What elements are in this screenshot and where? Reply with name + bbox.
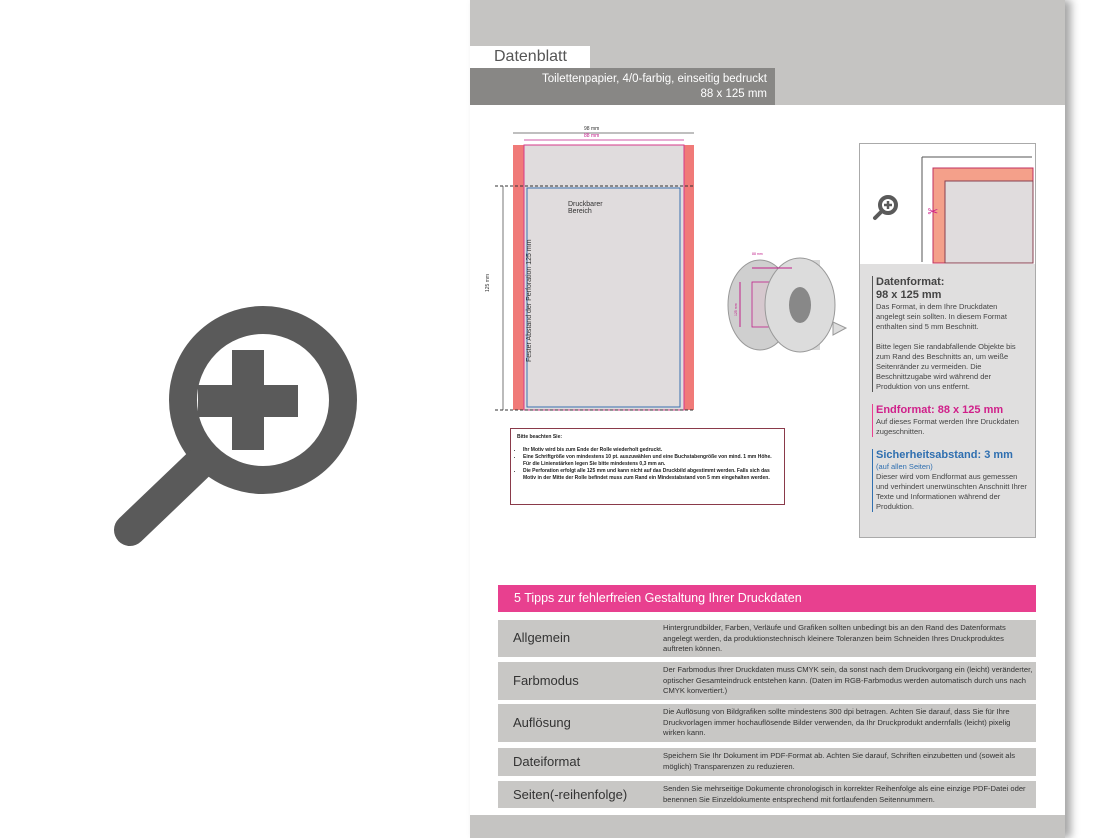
- notice-item: • Eine Schriftgröße von mindestens 10 pt. auszuwählen und eine Buchstabengröße von mind. 1 mm Höhe. Für die Linienstärken legen Sie bitte mindestens 0,3 mm an.: [523, 454, 778, 468]
- roll-width-label: 88 mm: [752, 252, 763, 256]
- tip-label: Dateiformat: [513, 754, 581, 769]
- tip-text: Die Auflösung von Bildgrafiken sollte mindestens 300 dpi betragen. Achten Sie darauf, dass Sie für Ihre Druckvorlagen immer hochauflösende Bilder verwenden, da Ihr Druckprodukt andernfalls (leicht) pixelig wirken kann.: [663, 707, 1011, 737]
- tip-row: [498, 620, 1036, 657]
- tip-row: [498, 781, 1036, 808]
- notice-box: [510, 428, 785, 505]
- notice-item: • Ihr Motiv wird bis zum Ende der Rolle wiederholt gedruckt.: [523, 447, 778, 454]
- notice-item: • Die Perforation erfolgt alle 125 mm und kann nicht auf das Druckbild abgestimmt werden. Falls sich das Motiv in der Mitte der Rolle befindet muss zum Rand ein Mindestabstand von 5 mm eingehalten werden.: [523, 468, 778, 482]
- tip-row: [498, 704, 1036, 742]
- printable-area-label: Druckbarer Bereich: [568, 201, 603, 215]
- datenformat-size: 98 x 125 mm: [876, 289, 942, 301]
- tip-label: Farbmodus: [513, 673, 579, 688]
- footer-band: [470, 815, 1065, 838]
- width-outer-label: 98 mm: [584, 126, 600, 132]
- datenformat-text2: Bitte legen Sie randabfallende Objekte bis zum Rand des Beschnitts an, um weiße Seitenränder zu vermeiden. Die Beschnittzugabe wird während der Produktion von uns entfernt.: [876, 342, 1016, 391]
- tip-label: Auflösung: [513, 715, 571, 730]
- subtitle-line1: Toilettenpapier, 4/0-farbig, einseitig bedruckt: [541, 73, 767, 85]
- page-title: Datenblatt: [470, 46, 590, 68]
- notice-title: Bitte beachten Sie:: [517, 434, 563, 440]
- tip-row: [498, 662, 1036, 700]
- tips-header: 5 Tipps zur fehlerfreien Gestaltung Ihrer Druckdaten: [498, 585, 1036, 612]
- perforation-label: Fester Abstand der Perforation 125 mm: [526, 239, 533, 362]
- endformat-text: Auf dieses Format werden Ihre Druckdaten zugeschnitten.: [876, 417, 1019, 436]
- sicherheit-text: Dieser wird vom Endformat aus gemessen und verhindert unerwünschten Anschnitt Ihrer Texte und Informationen während der Produktion.: [876, 472, 1027, 511]
- height-label: 125 mm: [485, 273, 491, 292]
- endformat-title: Endformat: 88 x 125 mm: [876, 404, 1004, 416]
- datenformat-title: Datenformat:: [876, 276, 945, 288]
- tip-label: Seiten(-reihenfolge): [513, 787, 628, 802]
- product-subtitle: [470, 68, 775, 105]
- format-info-panel: [859, 143, 1036, 538]
- zoom-in-icon[interactable]: [95, 295, 365, 555]
- tip-row: [498, 748, 1036, 776]
- datasheet-page: [470, 0, 1065, 838]
- toilet-roll-illustration: [720, 250, 850, 360]
- sicherheit-title: Sicherheitsabstand: 3 mm: [876, 449, 1013, 461]
- tip-text: Der Farbmodus Ihrer Druckdaten muss CMYK sein, da sonst nach dem Druckvorgang ein (leicht) veränderter, optischer Gesamteindruck entstehen kann. (Daten im RGB-Farbmodus werden automatisch durch uns nach CMYK konvertiert.): [663, 665, 1033, 695]
- roll-height-label: 125 mm: [734, 303, 738, 316]
- tip-text: Speichern Sie Ihr Dokument im PDF-Format ab. Achten Sie darauf, Schriften einzubetten und (soweit als möglich) Transparenzen zu reduzieren.: [663, 751, 1016, 771]
- datenformat-text: Das Format, in dem Ihre Druckdaten angelegt sein sollten. In diesem Format enthalten sind 5 mm Beschnitt.: [876, 302, 1007, 331]
- width-inner-label: 88 mm: [584, 133, 600, 139]
- bleed-corner-detail: [870, 154, 1035, 264]
- sicherheit-sub: (auf allen Seiten): [876, 462, 933, 471]
- tip-text: Hintergrundbilder, Farben, Verläufe und Grafiken sollten unbedingt bis an den Rand des Datenformats angelegt werden, da produktionstechnisch kleinere Toleranzen beim Schneiden Ihres Druckproduktes auftreten können.: [663, 623, 1006, 653]
- subtitle-line2: 88 x 125 mm: [700, 88, 767, 100]
- tip-label: Allgemein: [513, 630, 571, 645]
- tip-text: Senden Sie mehrseitige Dokumente chronologisch in korrekter Reihenfolge als eine einzige PDF-Datei oder benennen Sie Einzeldokumente entsprechend mit fortlaufenden Seitennummern.: [663, 784, 1026, 804]
- scissors-icon: ✂: [927, 204, 939, 219]
